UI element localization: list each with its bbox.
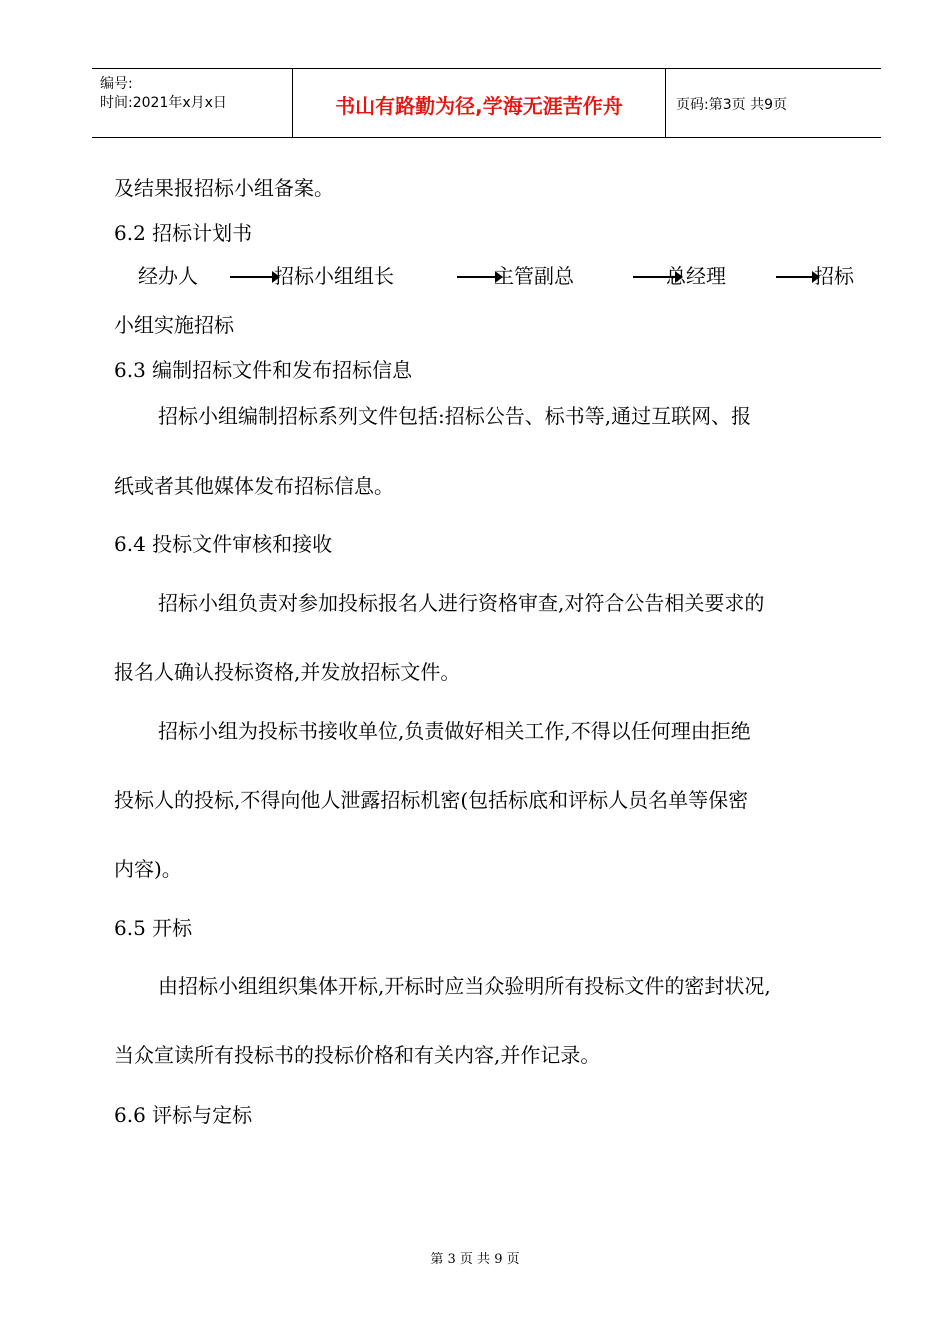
page-header: [92, 68, 881, 138]
serial-label: 编号:: [100, 76, 133, 92]
header-info-cell: [92, 69, 293, 137]
header-motto-cell: [293, 69, 666, 137]
flow-step-5: 招标: [814, 264, 854, 288]
flow-arrow: [230, 276, 278, 278]
flow-step-3: 主管副总: [494, 264, 574, 288]
paragraph-line: 内容)。: [114, 857, 182, 881]
time-label: 时间:2021年x月x日: [100, 95, 227, 111]
paragraph-line: 招标小组负责对参加投标报名人进行资格审查,对符合公告相关要求的: [158, 591, 765, 615]
paragraph-line: 招标小组为投标书接收单位,负责做好相关工作,不得以任何理由拒绝: [158, 719, 751, 743]
header-page-cell: [666, 69, 881, 137]
paragraph-line: 当众宣读所有投标书的投标价格和有关内容,并作记录。: [114, 1043, 601, 1067]
page-footer: 第 3 页 共 9 页: [430, 1252, 520, 1267]
motto-text: 书山有路勤为径,学海无涯苦作舟: [335, 94, 623, 118]
section-heading-6-4: 6.4 投标文件审核和接收: [114, 532, 333, 556]
section-heading-6-6: 6.6 评标与定标: [114, 1103, 253, 1127]
flow-arrow: [776, 276, 818, 278]
flow-continuation: 小组实施招标: [114, 313, 234, 337]
flow-step-1: 经办人: [138, 264, 198, 288]
section-heading-6-5: 6.5 开标: [114, 916, 193, 940]
paragraph-line: 及结果报招标小组备案。: [114, 176, 334, 200]
paragraph-line: 报名人确认投标资格,并发放招标文件。: [114, 660, 461, 684]
section-heading-6-2: 6.2 招标计划书: [114, 221, 253, 245]
flow-step-4: 总经理: [666, 264, 726, 288]
section-heading-6-3: 6.3 编制招标文件和发布招标信息: [114, 358, 413, 382]
paragraph-line: 纸或者其他媒体发布招标信息。: [114, 474, 394, 498]
paragraph-line: 由招标小组组织集体开标,开标时应当众验明所有投标文件的密封状况,: [158, 974, 771, 998]
approval-flow: [0, 266, 950, 296]
paragraph-line: 投标人的投标,不得向他人泄露招标机密(包括标底和评标人员名单等保密: [114, 788, 749, 812]
paragraph-line: 招标小组编制招标系列文件包括:招标公告、标书等,通过互联网、报: [158, 404, 752, 428]
header-page-label: 页码:第3页 共9页: [676, 97, 787, 113]
flow-step-2: 招标小组组长: [274, 264, 394, 288]
